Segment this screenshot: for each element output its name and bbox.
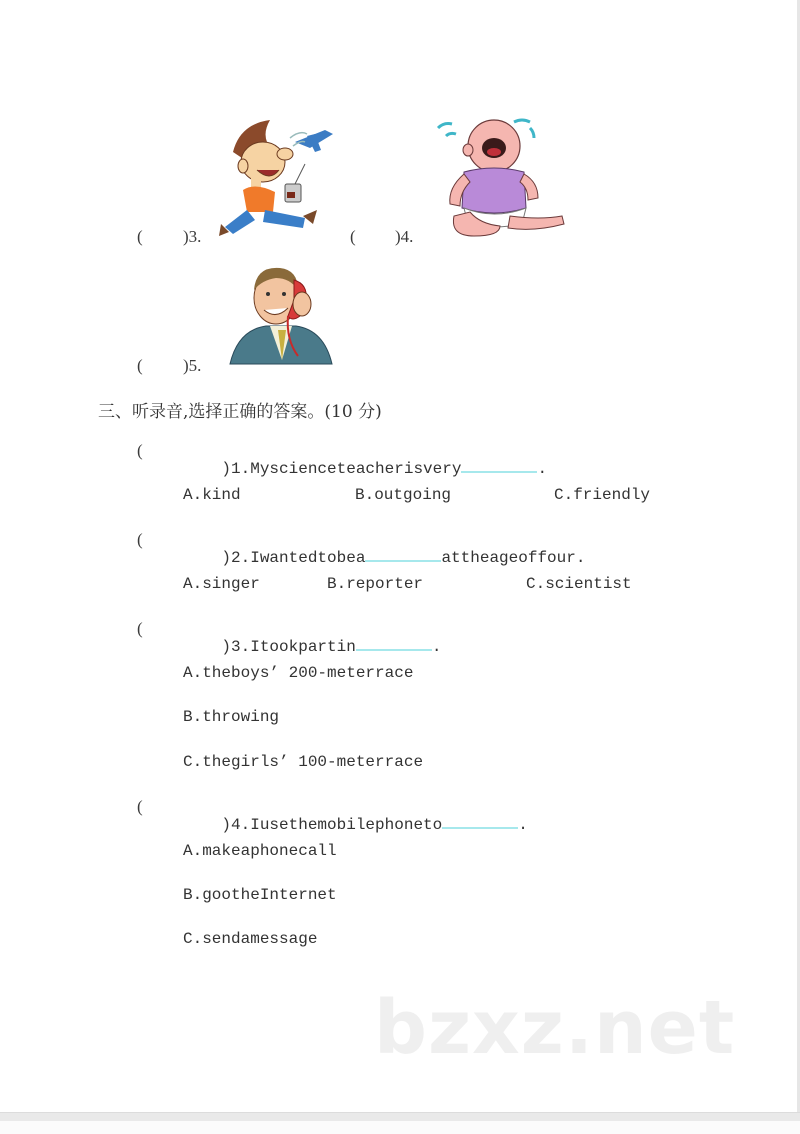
answer-paren-5: ( [137,356,143,375]
option-1b: B.outgoing [355,486,452,504]
boy-flying-toy-plane-icon [215,112,340,237]
picture-item-number-5: )5. [183,356,202,375]
option-3b: B.throwing [183,708,280,726]
answer-blank-2[interactable] [365,559,441,562]
answer-paren-q3: ( [137,619,143,638]
watermark: bzxz.net [374,985,736,1071]
answer-paren-4: ( [350,227,356,246]
answer-paren-q1: ( [137,441,143,460]
answer-blank-3[interactable] [356,648,432,651]
option-2a: A.singer [183,575,260,593]
picture-item-number-3: )3. [183,227,202,246]
section-title: 三、听录音,选择正确的答案。(10 分) [98,402,382,422]
answer-blank-1[interactable] [461,470,537,473]
next-page-top [0,1121,800,1134]
picture-item-number-4: )4. [395,227,414,246]
option-4b: B.gootheInternet [183,886,337,904]
answer-paren-q2: ( [137,530,143,549]
option-2c: C.scientist [526,575,632,593]
crying-baby-icon [430,108,570,240]
option-1c: C.friendly [554,486,651,504]
option-4a: A.makeaphonecall [183,842,337,860]
question-3-suffix: . [431,638,442,656]
answer-paren-q4: ( [137,797,143,816]
man-on-telephone-icon [226,260,336,370]
answer-paren-3: ( [137,227,143,246]
question-1-suffix: . [537,460,548,478]
question-4-prefix: )4.Iusethemobilephoneto [221,816,443,834]
question-1-prefix: )1.Myscienceteacherisvery [221,460,462,478]
answer-blank-4[interactable] [442,826,518,829]
question-4-suffix: . [518,816,528,834]
option-4c: C.sendamessage [183,930,318,948]
option-2b: B.reporter [327,575,424,593]
page-separator [0,1112,800,1121]
question-2-suffix: attheageoffour. [441,549,586,567]
question-2-prefix: )2.Iwantedtobea [221,549,366,567]
option-3c: C.thegirls’ 100-meterrace [183,753,424,771]
option-1a: A.kind [183,486,241,504]
question-3-prefix: )3.Itookpartin [221,638,356,656]
option-3a: A.theboys’ 200-meterrace [183,664,414,682]
